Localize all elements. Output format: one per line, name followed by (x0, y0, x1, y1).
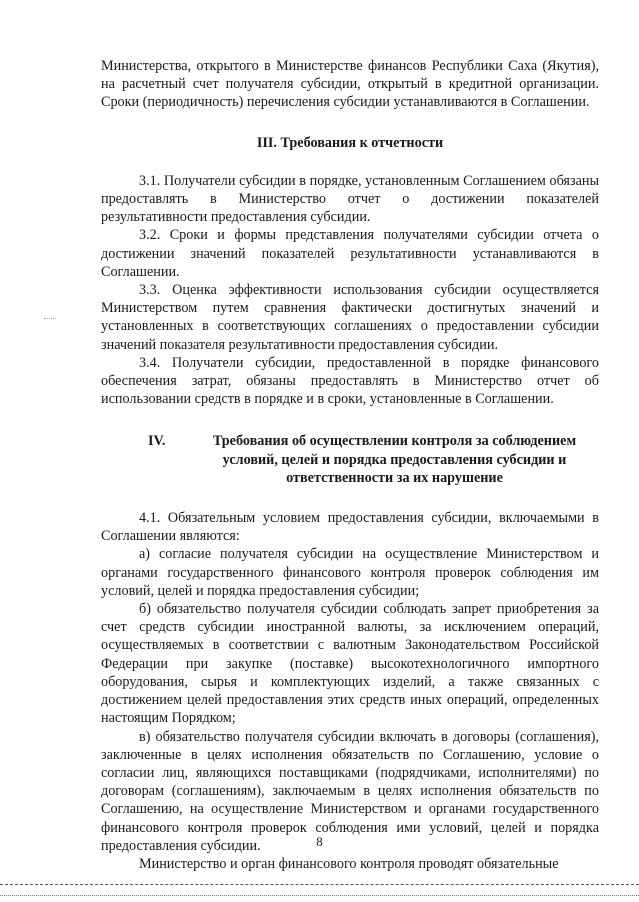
paragraph-3-2: 3.2. Сроки и формы представления получателями субсидии отчета о достижении значений показателей результативности устанавливаются в Соглашении. (101, 227, 599, 280)
paragraph-3-4: 3.4. Получатели субсидии, предоставленной в порядке финансового обеспечения затрат, обязаны предоставлять в Министерство отчет об использовании средств в порядке и в сроки, установленные в Соглашении. (101, 354, 599, 408)
scan-edge-line (0, 884, 639, 885)
section-3-heading: III. Требования к отчетности (256, 134, 444, 151)
section-4-number: IV. (148, 433, 166, 450)
section-4-heading (101, 432, 599, 487)
paragraph-4-1-v: в) обязательство получателя субсидии включать в договоры (соглашения), заключенные в целях исполнения обязательств по Соглашению, условие о согласии лиц, являющихся поставщиками (подрядчиками, исполнителями) по договорам (соглашениям), заключаемым в целях исполнения обязательств по Соглашению, на осуществление Министерством и органами государственного финансового контроля проверок соблюдения ими условий, целей и порядка предоставления субсидии. (101, 728, 599, 854)
scan-margin-mark (44, 318, 56, 319)
scan-edge-line-lower (0, 895, 639, 896)
paragraph-ministry-control: Министерство и орган финансового контроля проводят обязательные (139, 855, 559, 872)
section-4-title: Требования об осуществлении контроля за соблюдением условий, целей и порядка предоставления субсидии и ответственности за их нарушение (212, 433, 577, 486)
paragraph-3-1: 3.1. Получатели субсидии в порядке, установленным Соглашением обязаны предоставлять в Министерство отчет о достижении показателей результативности предоставления субсидии. (101, 172, 599, 226)
page-number: 8 (316, 834, 323, 849)
paragraph-3-3: 3.3. Оценка эффективности использования субсидии осуществляется Министерством путем сравнения фактически достигнутых значений и установленных в соответствующих соглашениях о предоставлении субсидии значений показателя результативности предоставления субсидии. (101, 282, 599, 353)
paragraph-4-1-b: б) обязательство получателя субсидии соблюдать запрет приобретения за счет средств субсидии иностранной валюты, за исключением операций, осуществляемых в соответствии с валютным Законодательством Российской Федерации при закупке (поставке) высокотехнологичного импортного оборудования, сырья и комплектующих изделий, а также связанных с достижением целей предоставления этих средств иных операций, определенных настоящим Порядком; (101, 601, 599, 727)
paragraph-4-1-a: а) согласие получателя субсидии на осуществление Министерством и органами государственного финансового контроля проверок соблюдения им условий, целей и порядка предоставления субсидии; (101, 546, 599, 599)
document-page (101, 57, 599, 873)
paragraph-4-1: 4.1. Обязательным условием предоставления субсидии, включаемыми в Соглашении являются: (101, 510, 599, 545)
intro-paragraph: Министерства, открытого в Министерстве финансов Республики Саха (Якутия), на расчетный счет получателя субсидии, открытый в кредитной организации. Сроки (периодичность) перечисления субсидии устанавливаются в Соглашении. (101, 58, 599, 111)
